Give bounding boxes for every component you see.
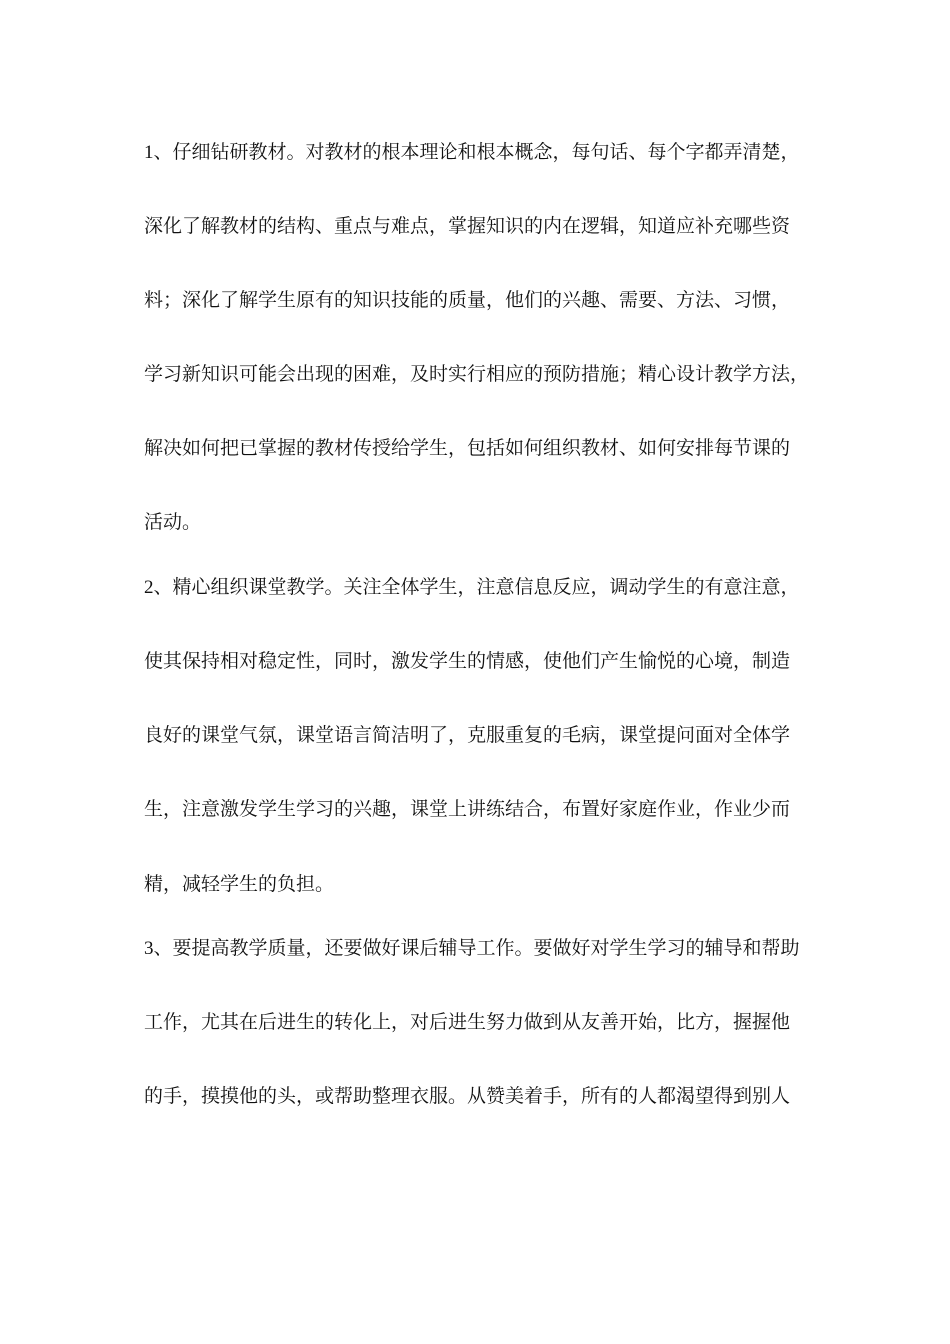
paragraph-1-line-3: 料；深化了解学生原有的知识技能的质量，他们的兴趣、需要、方法、习惯， (144, 289, 791, 311)
paragraph-1-line-1 (144, 140, 824, 165)
paragraph-1-line-4: 学习新知识可能会出现的困难，及时实行相应的预防措施；精心设计教学方法， (144, 363, 810, 385)
paragraph-3-number: 3 (144, 938, 154, 959)
paragraph-2-number: 2 (144, 577, 154, 598)
paragraph-1-number: 1 (144, 142, 154, 163)
paragraph-2-line-5: 精，减轻学生的负担。 (144, 873, 335, 895)
paragraph-2-line-1-text: 、精心组织课堂教学。关注全体学生，注意信息反应，调动学生的有意注意， (153, 576, 800, 598)
paragraph-3-line-2: 工作，尤其在后进生的转化上，对后进生努力做到从友善开始，比方，握握他 (144, 1011, 791, 1033)
paragraph-2-line-3: 良好的课堂气氛，课堂语言简洁明了，克服重复的毛病，课堂提问面对全体学 (144, 724, 791, 746)
paragraph-2-line-4: 生，注意激发学生学习的兴趣，课堂上讲练结合，布置好家庭作业，作业少而 (144, 798, 791, 820)
paragraph-1-line-6: 活动。 (144, 511, 202, 533)
paragraph-2-line-1 (144, 575, 824, 600)
paragraph-3-line-3: 的手，摸摸他的头，或帮助整理衣服。从赞美着手，所有的人都渴望得到别人 (144, 1085, 791, 1107)
paragraph-1-line-5: 解决如何把已掌握的教材传授给学生，包括如何组织教材、如何安排每节课的 (144, 437, 791, 459)
paragraph-1-line-1-text: 、仔细钻研教材。对教材的根本理论和根本概念，每句话、每个字都弄清楚， (153, 141, 800, 163)
paragraph-1-line-2: 深化了解教材的结构、重点与难点，掌握知识的内在逻辑，知道应补充哪些资 (144, 215, 791, 237)
paragraph-3-line-1 (144, 936, 824, 961)
paragraph-2-line-2: 使其保持相对稳定性，同时，激发学生的情感，使他们产生愉悦的心境，制造 (144, 650, 791, 672)
paragraph-3-line-1-text: 、要提高教学质量，还要做好课后辅导工作。要做好对学生学习的辅导和帮助 (153, 937, 800, 959)
